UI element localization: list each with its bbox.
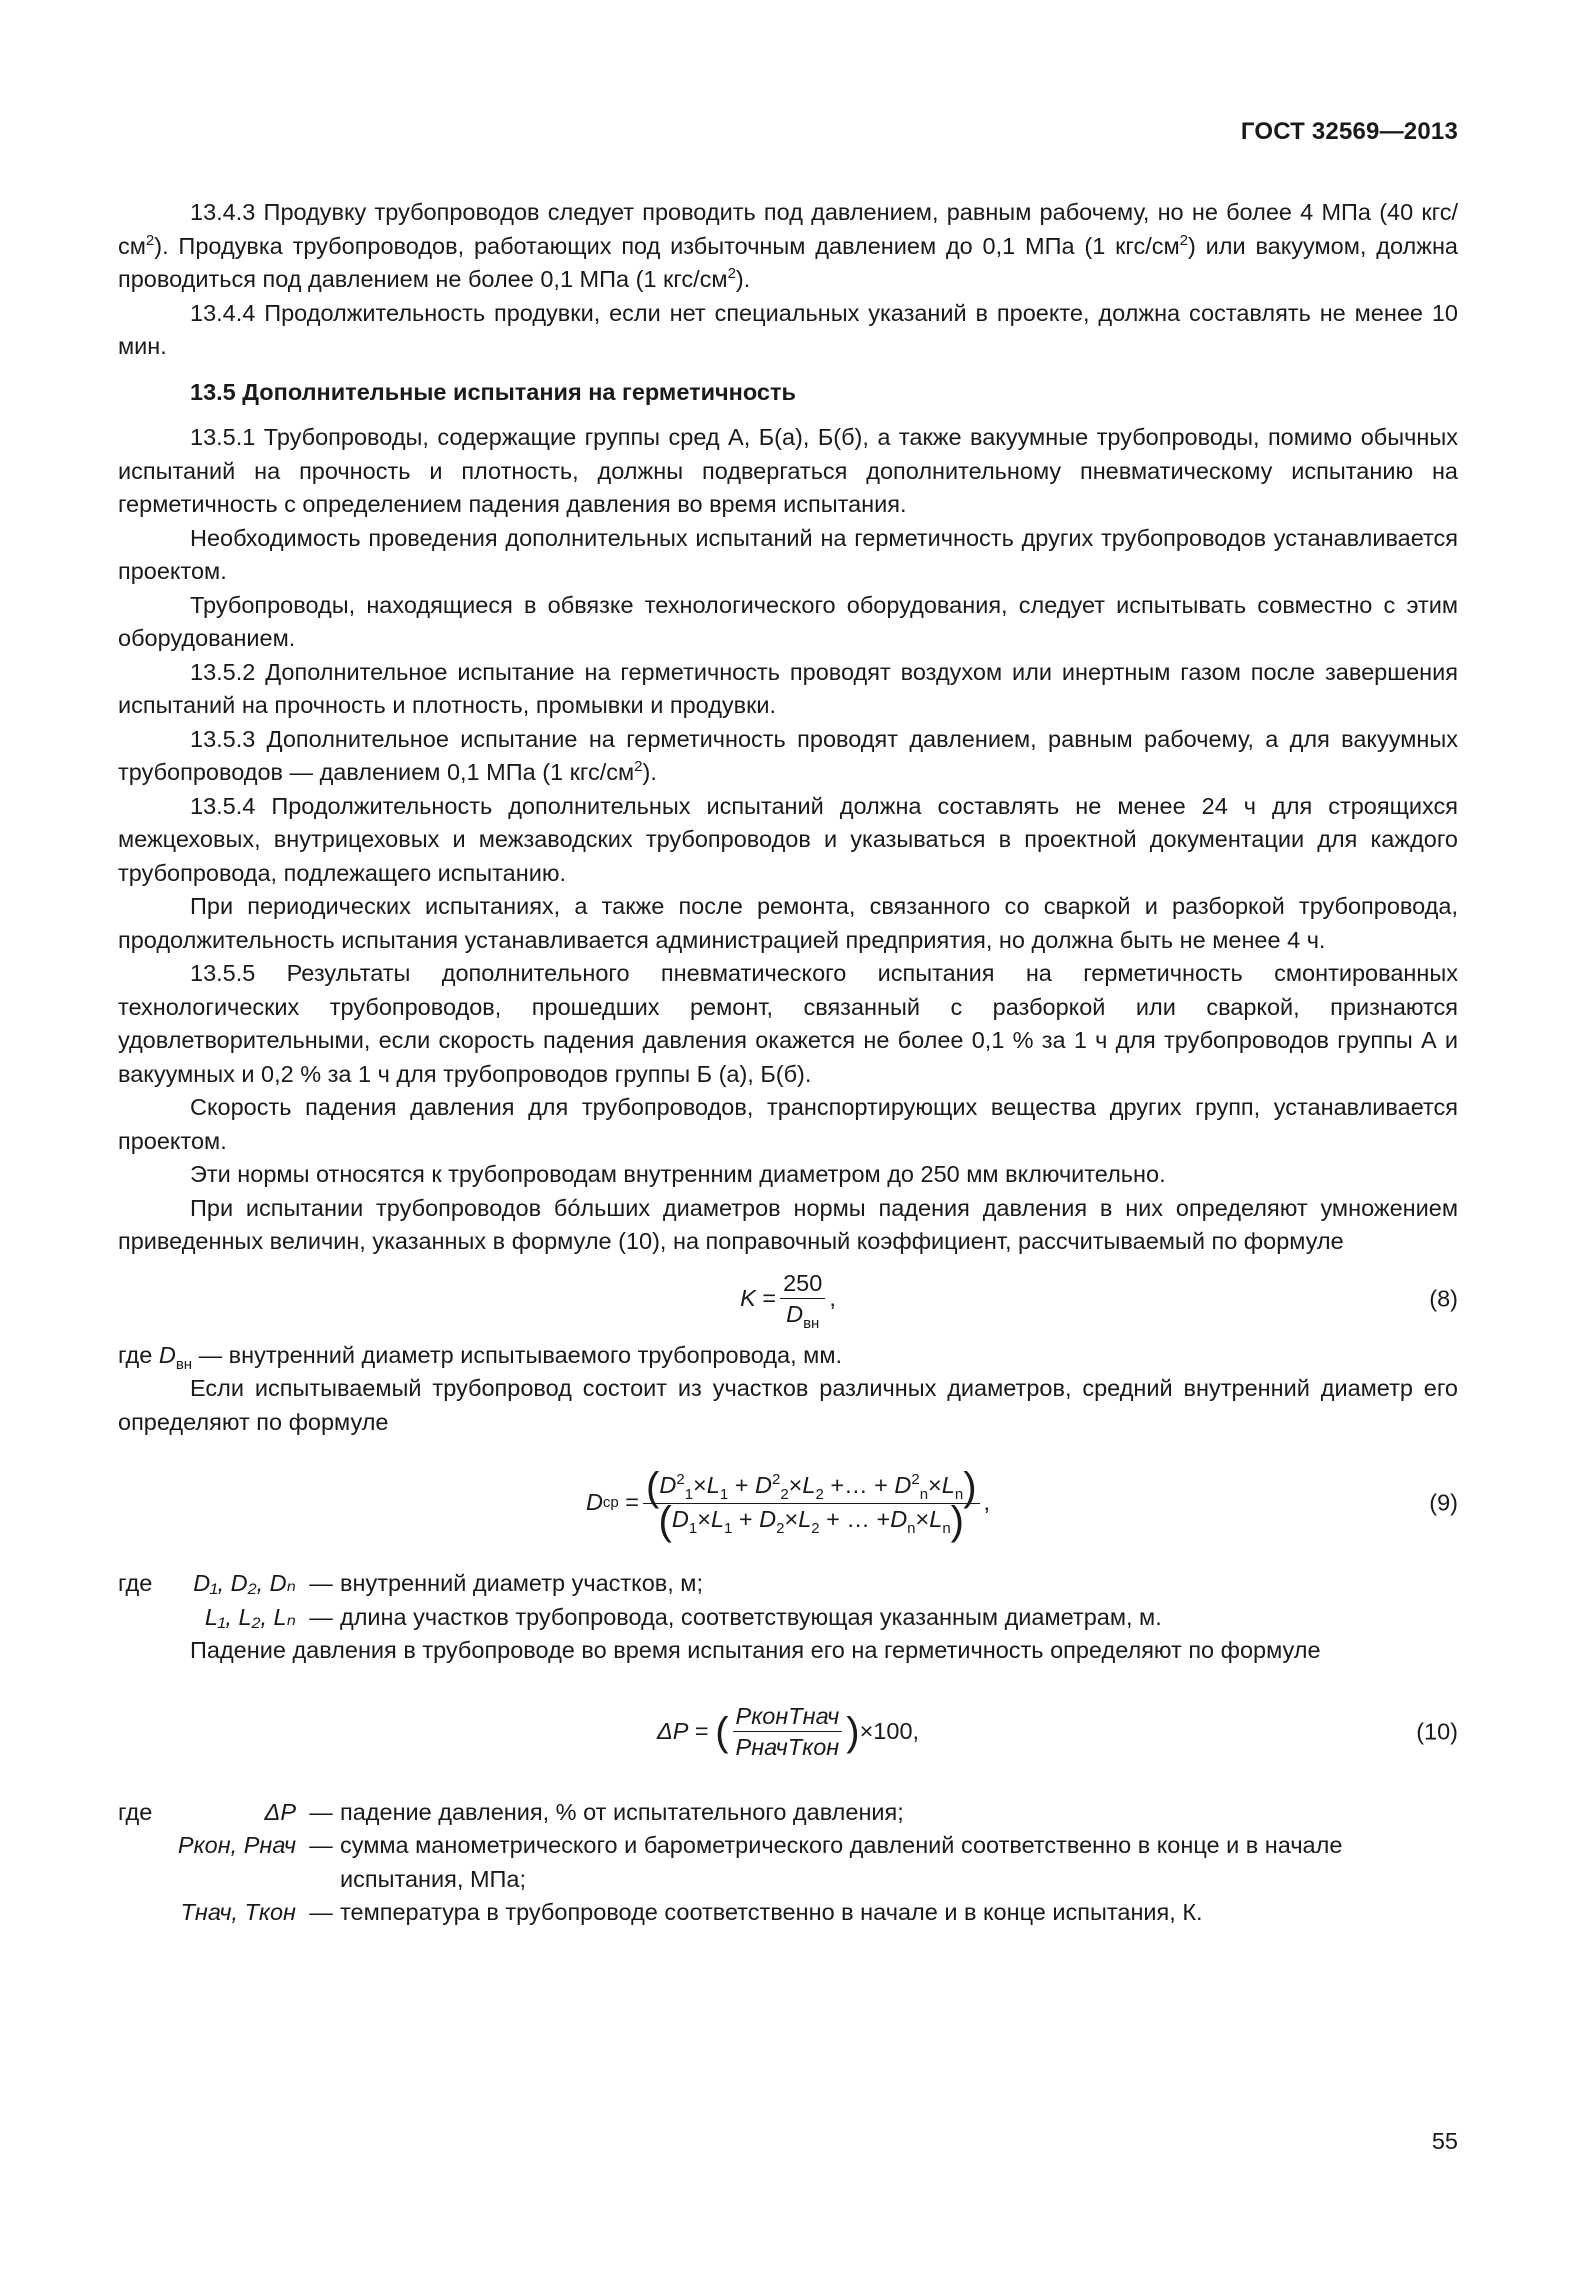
section-heading-13-5: 13.5 Дополнительные испытания на герметичность bbox=[190, 378, 796, 405]
paragraph-mean-diameter: Если испытываемый трубопровод состоит из участков различных диаметров, средний внутренний диаметр его определяют по формуле bbox=[118, 1375, 1458, 1435]
paragraph-13-5-1-c: Трубопроводы, находящиеся в обвязке технологического оборудования, следует испытывать совместно с этим оборудованием. bbox=[118, 591, 1458, 651]
paragraph-13-5-4-b: При периодических испытаниях, а также после ремонта, связанного со сваркой и разборкой трубопровода, продолжительность испытания устанавливается администрацией предприятия, но должна быть не менее 4 ч. bbox=[118, 893, 1458, 953]
formula-9-number: (9) bbox=[1429, 1489, 1458, 1516]
where-9: где D₁, D₂, Dₙ — внутренний диаметр участков, м; L₁, L₂, Lₙ — длина участков трубопровода, соответствующая указанным диаметрам, м. bbox=[118, 1570, 1162, 1630]
document-body bbox=[118, 196, 1458, 1930]
paragraph-13-5-5-c: Эти нормы относятся к трубопроводам внутренним диаметром до 250 мм включительно. bbox=[190, 1161, 1166, 1187]
paragraph-13-4-4: 13.4.4 Продолжительность продувки, если нет специальных указаний в проекте, должна составлять не менее 10 мин. bbox=[118, 299, 1458, 359]
paragraph-13-4-3: 13.4.3 Продувку трубопроводов следует проводить под давлением, равным рабочему, но не более 4 МПа (40 кгс/$см^2$). Продувка трубопроводов, работающих под избыточным давлением до 0,1 МПа (1 кгс/$см^2$) или вакуумом, должна проводиться под давлением не более 0,1 МПа (1 кгс/$см^2$). bbox=[118, 199, 1458, 292]
page-number: 55 bbox=[1431, 2128, 1458, 2154]
formula-8: K = $\frac{250}{D_{вн}}$ , (8) bbox=[740, 1270, 1458, 1332]
document-header: ГОСТ 32569—2013 bbox=[1240, 118, 1458, 145]
formula-8-fraction: $\frac{250}{D_{вн}}$ bbox=[780, 1269, 825, 1328]
formula-8-number: (8) bbox=[1429, 1284, 1458, 1311]
paragraph-13-5-2: 13.5.2 Дополнительное испытание на герметичность проводят воздухом или инертным газом после завершения испытаний на прочность и плотность, промывки и продувки. bbox=[118, 658, 1458, 718]
formula-9-fraction bbox=[643, 1464, 979, 1543]
formula-9-numerator: ($D^2_1\times L_1 + D^2_2\times L_2$ +… + $D^2_n\times L_n$) bbox=[643, 1471, 979, 1504]
paragraph-13-5-5-d: При испытании трубопроводов бóльших диаметров нормы падения давления в них определяют умножением приведенных величин, указанных в формуле (10), на поправочный коэффициент, рассчитываемый по формуле bbox=[118, 1194, 1458, 1254]
paragraph-pressure-drop: Падение давления в трубопроводе во время испытания его на герметичность определяют по формуле bbox=[190, 1637, 1321, 1663]
where-10: где ΔP — падение давления, % от испытательного давления; Pкон, Pнач — сумма манометрического и барометрического давлений соответственно в конце и в начале испытания, МПа; Tнач, Tкон — температура в трубопроводе соответственно в начале и в конце испытания, К. bbox=[118, 1798, 1343, 1925]
paragraph-13-5-5: 13.5.5 Результаты дополнительного пневматического испытания на герметичность смонтированных технологических трубопроводов, прошедших ремонт, связанный с разборкой или сваркой, признаются удовлетворительными, если скорость падения давления окажется не более 0,1 % за 1 ч для трубопроводов группы А и вакуумных и 0,2 % за 1 ч для трубопроводов группы Б (а), Б(б). bbox=[118, 960, 1458, 1087]
paragraph-13-5-4: 13.5.4 Продолжительность дополнительных испытаний должна составлять не менее 24 ч для строящихся межцеховых, внутрицеховых и межзаводских трубопроводов и указываться в проектной документации для каждого трубопровода, подлежащего испытанию. bbox=[118, 792, 1458, 886]
formula-10: ΔP = ( $\frac{\text{PконTнач}}{\text{PначTкон}}$ ) ×100, (10) bbox=[656, 1703, 1458, 1760]
paragraph-13-5-5-b: Скорость падения давления для трубопроводов, транспортирующих вещества других групп, устанавливается проектом. bbox=[118, 1094, 1458, 1154]
formula-10-number: (10) bbox=[1416, 1717, 1458, 1744]
paragraph-13-5-1-b: Необходимость проведения дополнительных испытаний на герметичность других трубопроводов устанавливается проектом. bbox=[118, 524, 1458, 584]
formula-10-fraction: $\frac{\text{PконTнач}}{\text{PначTкон}}$ bbox=[733, 1702, 843, 1761]
paragraph-13-5-1: 13.5.1 Трубопроводы, содержащие группы сред А, Б(а), Б(б), а также вакуумные трубопроводы, помимо обычных испытаний на прочность и плотность, должны подвергаться дополнительному пневматическому испытанию на герметичность с определением падения давления во время испытания. bbox=[118, 424, 1458, 517]
formula-9-denominator: ($D_1\times L_1 + D_2\times L_2$ + … $+D_n\times L_n$) bbox=[658, 1498, 964, 1543]
where-8: где $D_{вн}$ — внутренний диаметр испытываемого трубопровода, мм. bbox=[118, 1341, 843, 1373]
formula-9: D ср = $\frac{(D^2_1\times L_1 + D^2_2\times L_2 +\dots + D^2_n\times L_n)}{(D_1\times L_1 + D_2\times L_2 + \dots +D_n\times L_n)}$ , (9) bbox=[585, 1464, 1458, 1543]
paragraph-13-5-3: 13.5.3 Дополнительное испытание на герметичность проводят давлением, равным рабочему, а для вакуумных трубопроводов — давлением 0,1 МПа (1 кгс/$см^2$). bbox=[118, 725, 1458, 785]
